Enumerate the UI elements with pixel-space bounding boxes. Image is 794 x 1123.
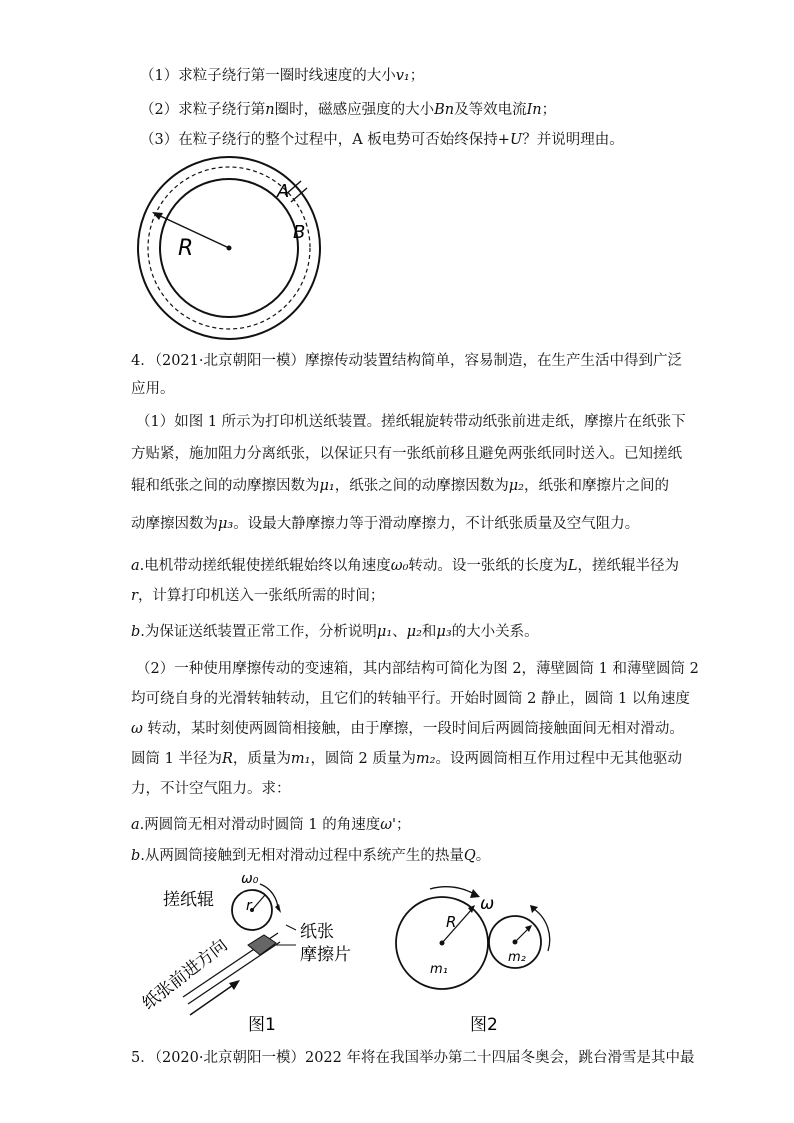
q4-s1-line3b: ，纸张之间的动摩擦因数为 [334, 478, 509, 494]
q5-header: 5．（2020·北京朝阳一模）2022 年将在我国举办第二十四届冬奥会，跳台滑雪是其中最 [131, 1050, 695, 1066]
var-omega: ω [131, 721, 143, 737]
a1-text3: ，搓纸辊半径为 [577, 558, 680, 574]
q4-s2-line5: 力，不计空气阻力。求： [131, 781, 291, 797]
label-paper: 纸张 [300, 922, 334, 942]
var-In: In [526, 102, 542, 118]
q4-s1-line4a: 动摩擦因数为 [131, 516, 218, 532]
label-roller: 搓纸辊 [163, 890, 214, 910]
q3-part2 [140, 100, 556, 120]
var-omega-prime: ω' [380, 817, 397, 833]
q4-b2 [131, 846, 490, 866]
q4-s2-line4b: ，质量为 [232, 751, 291, 767]
q4-s1-line1: （1）如图 1 所示为打印机送纸装置。搓纸辊旋转带动纸张前进走纸，摩擦片在纸张下 [136, 414, 686, 430]
b1-and: 和 [421, 624, 437, 640]
var-R: R [221, 751, 233, 767]
q4-s2-line1: （2）一种使用摩擦传动的变速箱，其内部结构可简化为图 2，薄壁圆筒 1 和薄壁圆筒 2 [136, 661, 699, 677]
q4-s2-line3 [131, 719, 684, 739]
q4-s1-line4 [131, 514, 639, 534]
q4-s2-line4 [131, 749, 682, 769]
label-m1: m₁ [430, 962, 448, 977]
label-r: r [246, 898, 252, 914]
cylinder-1-rotation-arrowhead [470, 889, 480, 898]
b2-text1: .从两圆筒接触到无相对滑动过程中系统产生的热量 [140, 848, 464, 864]
var-n: n [265, 102, 275, 118]
label-omega0: ω₀ [241, 871, 259, 887]
q4-header: 4．（2021·北京朝阳一模）摩擦传动装置结构简单，容易制造，在生产生活中得到广泛 [131, 353, 682, 369]
var-m1: m₁ [290, 751, 311, 767]
friction-pad [248, 935, 276, 955]
figure-2-caption: 图2 [470, 1015, 498, 1035]
label-R: R [178, 236, 194, 261]
figure-1-caption: 图1 [248, 1015, 276, 1035]
q4-a1-line2 [131, 586, 384, 606]
a1-letter: a [131, 558, 140, 574]
q4-s1-line2: 方贴紧，施加阻力分离纸张，以保证只有一张纸前移且避免两张纸同时送入。已知搓纸 [131, 446, 682, 462]
q4-s2-line3b: 转动，某时刻使两圆筒相接触，由于摩擦，一段时间后两圆筒接触面间无相对滑动。 [142, 721, 684, 737]
mu3: μ₃ [218, 516, 234, 532]
q4-s1-line3c: ，纸张和摩擦片之间的 [524, 478, 669, 494]
var-w0: ω₀ [390, 558, 409, 574]
q4-a1-line1 [131, 556, 679, 576]
mu2: μ₂ [508, 478, 524, 494]
var-Q: Q [463, 848, 476, 864]
figure-1 [128, 865, 378, 1040]
mu1: μ₁ [319, 478, 335, 494]
b1-text2: 的大小关系。 [451, 624, 539, 640]
b1-letter: b [131, 624, 141, 640]
q3-part2-end: ； [541, 102, 557, 118]
q4-header-cont: 应用。 [131, 381, 175, 397]
b2-letter: b [131, 848, 141, 864]
q3-part2-mid: 圈时，磁感应强度的大小 [274, 102, 435, 118]
a2-letter: a [131, 817, 140, 833]
q4-s1-line4b: 。设最大静摩擦力等于滑动摩擦力，不计纸张质量及空气阻力。 [233, 516, 640, 532]
q4-b1 [131, 622, 539, 642]
paper-pointer [286, 925, 296, 930]
label-omega: ω [480, 894, 495, 914]
q4-s1-line3a: 辊和纸张之间的动摩擦因数为 [131, 478, 320, 494]
a1-text1: .电机带动搓纸辊使搓纸辊始终以角速度 [139, 558, 391, 574]
q3-part3-end: ？并说明理由。 [522, 132, 624, 148]
q4-s2-line4c: ，圆筒 2 质量为 [310, 751, 416, 767]
q4-a2 [131, 815, 411, 835]
ring-figure [130, 155, 330, 340]
label-B: B [293, 222, 306, 243]
b1-sep: 、 [392, 624, 407, 640]
q4-s2-line2: 均可绕自身的光滑转轴转动，且它们的转轴平行。开始时圆筒 2 静止，圆筒 1 以角速度 [131, 691, 690, 707]
var-Bn: Bn [434, 102, 455, 118]
q3-part2-mid2: 及等效电流 [454, 102, 527, 118]
label-pad: 摩擦片 [300, 945, 351, 965]
a1-text2: 转动。设一张纸的长度为 [408, 558, 568, 574]
b2-text2: 。 [475, 848, 491, 864]
var-v1: v₁ [395, 68, 410, 84]
a1-text4: ，计算打印机送入一张纸所需的时间； [137, 588, 385, 604]
var-r: r [131, 588, 138, 604]
q4-s2-line4d: 。设两圆筒相互作用过程中无其他驱动 [435, 751, 682, 767]
cylinder-1-rotation-arc [430, 887, 476, 895]
a2-text1: .两圆筒无相对滑动时圆筒 1 的角速度 [139, 817, 381, 833]
direction-arrowhead [229, 980, 240, 990]
q3-part2-text: （2）求粒子绕行第 [140, 102, 266, 118]
q3-part3-text: （3）在粒子绕行的整个过程中，A 板电势可否始终保持+ [140, 132, 510, 148]
q3-part1-end: ； [409, 68, 425, 84]
b1-mu2: μ₂ [406, 624, 422, 640]
q4-s1-line3 [131, 476, 669, 496]
roller-rotation-arrowhead [275, 904, 281, 913]
label-A: A [277, 181, 290, 202]
label-m2: m₂ [508, 950, 526, 965]
var-U: U [509, 132, 523, 148]
var-m2: m₂ [415, 751, 436, 767]
q3-part1-text: （1）求粒子绕行第一圈时线速度的大小 [140, 68, 396, 84]
var-L: L [567, 558, 578, 574]
a2-text2: ； [396, 817, 411, 833]
center-dot [227, 246, 232, 251]
figure-2 [390, 865, 570, 1040]
q4-s2-line4a: 圆筒 1 半径为 [131, 751, 222, 767]
label-direction: 纸张前进方向 [138, 935, 232, 1014]
q3-part3 [140, 130, 624, 150]
b1-mu1: μ₁ [376, 624, 393, 640]
label-R2: R [446, 913, 457, 931]
b1-mu3: μ₃ [436, 624, 452, 640]
b1-text1: .为保证送纸装置正常工作，分析说明 [140, 624, 377, 640]
q3-part1 [140, 66, 424, 86]
